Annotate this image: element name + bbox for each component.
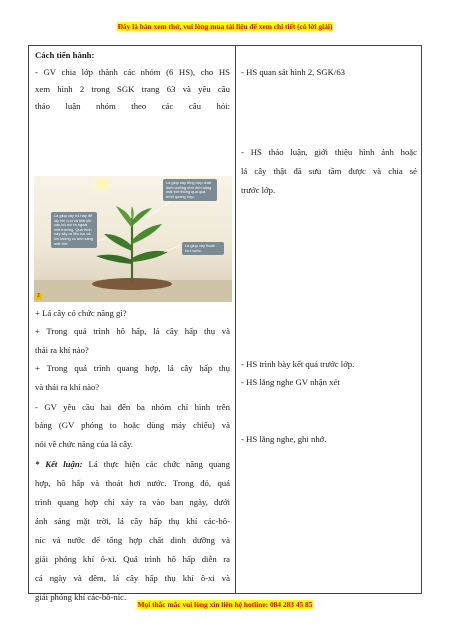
conclusion-text: Lá thực hiện các chức năng quang (82, 459, 230, 469)
intro-line: thảo luận nhóm theo các câu hỏi: (35, 101, 230, 111)
question-line: + Trong quá trình quang hợp, lá cây hấp thụ (35, 363, 230, 373)
gv-request-line: bảng (GV phóng to hoặc dùng máy chiếu) và (35, 420, 230, 430)
conclusion-line: trình quang hợp chỉ xảy ra vào ban ngày, dưới (35, 497, 230, 507)
question-line: + Lá cây có chức năng gì? (35, 308, 127, 318)
student-listen-review: - HS lắng nghe GV nhận xét (241, 377, 340, 387)
conclusion-line: hợp, hô hấp và thoát hơi nước. Trong đó, quá (35, 478, 230, 488)
conclusion-line: cả ngày và đêm, lá cây hấp thụ khí ô-xi và (35, 573, 230, 583)
intro-line: - GV chia lớp thành các nhóm (6 HS), cho HS (35, 67, 230, 77)
hotline-footer: Mọi thắc mắc vui lòng xin liên hệ hotline: 084 283 45 85 (137, 600, 313, 609)
conclusion-line: giải phóng khí các-bô-níc. (35, 592, 127, 602)
figure-label-transpiration: Lá giúp cây thoát hơi nước. (182, 242, 224, 255)
figure-label-respiration: Lá giúp cây hô hấp để lấy khí ô-xi và thải khí các-bô-níc ra ngoài môi trường. Quá trình này xảy ra liên tục cả khi không có ánh sáng mặt trời. (51, 212, 97, 248)
student-discuss-line: - HS thảo luận, giới thiệu hình ảnh hoặc (241, 147, 417, 157)
preview-banner: Đây là bản xem thử, vui lòng mua tài liệu để xem chi tiết (có lời giải) (117, 22, 333, 31)
student-observe: - HS quan sát hình 2, SGK/63 (241, 67, 346, 77)
lesson-table (28, 45, 422, 602)
figure-label-photosynthesis: Lá giúp cây tổng hợp chất dinh dưỡng nhờ ánh sáng mặt trời thông qua quá trình quang hợp. (163, 179, 217, 201)
student-discuss-line: trước lớp. (241, 185, 276, 195)
conclusion-line: ánh sáng mặt trời, lá cây hấp thụ khí các-bô- (35, 516, 230, 526)
student-activity-cell (236, 46, 422, 594)
leaf-function-figure (34, 176, 232, 302)
gv-request-line: nói về chức năng của lá cây. (35, 439, 133, 449)
student-present: - HS trình bày kết quả trước lớp. (241, 359, 355, 369)
section-heading: Cách tiến hành: (35, 50, 95, 60)
student-listen-note: - HS lắng nghe, ghi nhớ. (241, 434, 327, 444)
question-line: thải ra khí nào? (35, 345, 89, 355)
teacher-activity-cell (29, 46, 236, 602)
student-discuss-line: lá cây thật đã sưu tầm được và chia sẻ (241, 166, 417, 176)
conclusion-line: níc và nước để tổng hợp chất dinh dưỡng và (35, 535, 230, 545)
question-line: và thải ra khí nào? (35, 382, 100, 392)
conclusion-line: giải phóng khí ô-xi. Quá trình hô hấp diễn ra (35, 554, 230, 564)
table-row (29, 46, 422, 594)
question-line: + Trong quá trình hô hấp, lá cây hấp thụ và (35, 326, 230, 336)
intro-line: xem hình 2 trong SGK trang 63 và yêu cầu (35, 84, 230, 94)
conclusion-line (35, 456, 230, 473)
gv-request-line: - GV yêu cầu hai đến ba nhóm chỉ hình trên (35, 402, 230, 412)
figure-number: 2 (35, 293, 42, 300)
conclusion-title: * Kết luận: (35, 459, 83, 469)
